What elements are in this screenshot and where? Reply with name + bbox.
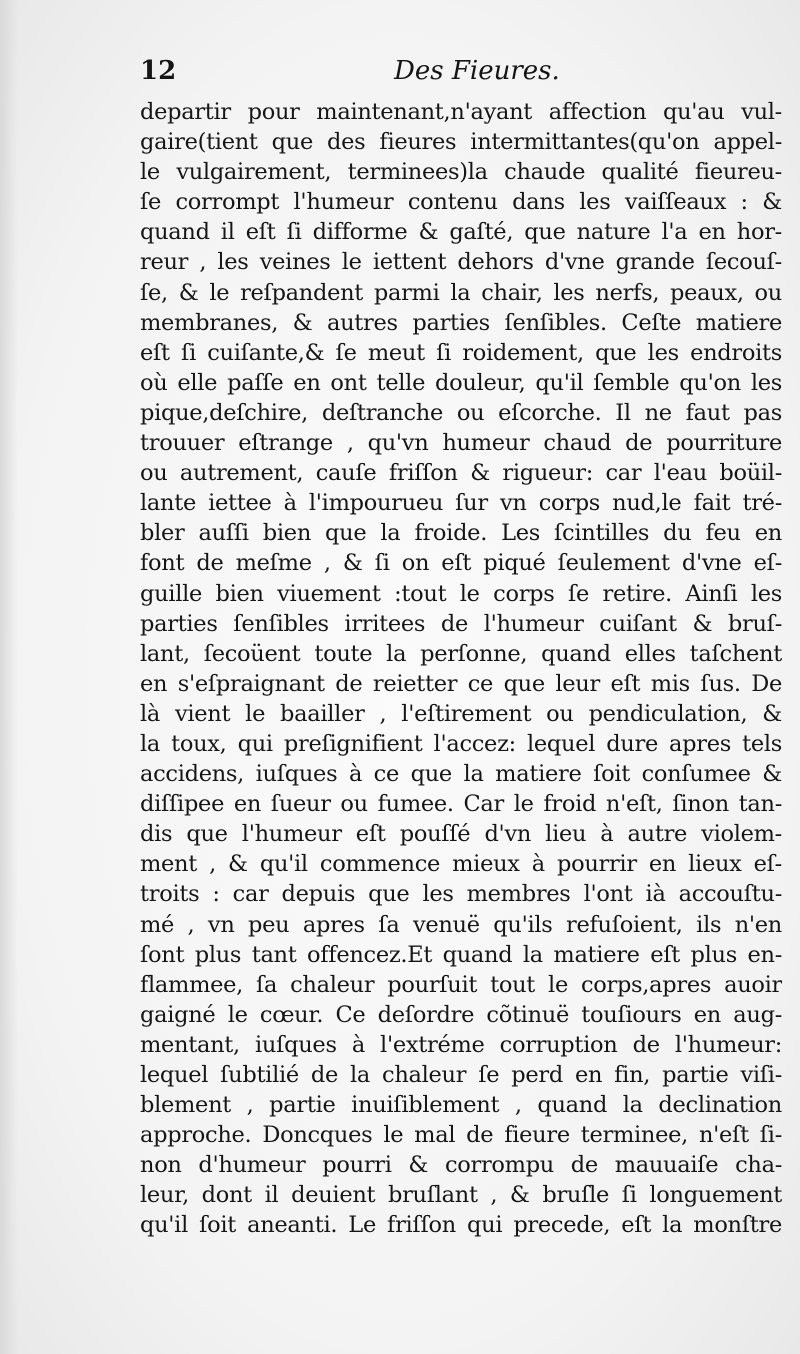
text-line: gaigné le cœur. Ce deſordre cõtinuë touſiours en aug- xyxy=(140,1001,782,1028)
text-line: la toux, qui preſignifient l'accez: lequel dure apres tels xyxy=(140,730,782,757)
page-number: 12 xyxy=(140,56,177,86)
text-line: membranes, & autres parties ſenſibles. Ceſte matiere xyxy=(140,309,782,336)
text-line: quand il eſt ſi difforme & gaſté, que nature l'a en hor- xyxy=(140,219,782,246)
text-line: en s'eſpraignant de reietter ce que leur eſt mis ſus. De xyxy=(140,670,782,697)
text-line: lant, ſecoüent toute la perſonne, quand elles taſchent xyxy=(140,640,782,667)
page-header xyxy=(140,52,780,92)
text-line: qu'il ſoit aneanti. Le friſſon qui precede, eſt la monſtre xyxy=(140,1212,782,1239)
text-line: parties ſenſibles irritees de l'humeur cuiſant & bruſ- xyxy=(140,610,782,637)
text-line: le vulgairement, terminees)la chaude qualité fieureu- xyxy=(140,159,782,186)
text-line: troits : car depuis que les membres l'ont ià accouſtu- xyxy=(140,881,782,908)
running-head: Des Fieures. xyxy=(394,56,560,86)
text-line: où elle paſſe en ont telle douleur, qu'il ſemble qu'on les xyxy=(140,369,782,396)
text-line: bler auſſi bien que la froide. Les ſcintilles du feu en xyxy=(140,520,782,547)
text-line: guille bien viuement :tout le corps ſe retire. Ainſi les xyxy=(140,580,782,607)
text-line: blement , partie inuiſiblement , quand la declination xyxy=(140,1092,782,1119)
text-line: approche. Doncques le mal de fieure terminee, n'eſt ſi- xyxy=(140,1122,782,1149)
text-line: dis que l'humeur eſt pouſſé d'vn lieu à autre violem- xyxy=(140,821,782,848)
text-line: ſe, & le reſpandent parmi la chair, les nerfs, peaux, ou xyxy=(140,279,782,306)
text-line: leur, dont il deuient bruſlant , & bruſle ſi longuement xyxy=(140,1182,782,1209)
text-line: lante iettee à l'impourueu ſur vn corps nud,le fait tré- xyxy=(140,490,782,517)
text-line: trouuer eſtrange , qu'vn humeur chaud de pourriture xyxy=(140,430,782,457)
gutter-shadow xyxy=(0,0,18,1354)
text-line: flammee, ſa chaleur pourſuit tout le corps,apres auoir xyxy=(140,971,782,998)
text-line: departir pour maintenant,n'ayant affection qu'au vul- xyxy=(140,99,782,125)
text-line: là vient le baailler , l'eſtirement ou pendiculation, & xyxy=(140,700,782,727)
text-line: ſont plus tant offencez.Et quand la matiere eſt plus en- xyxy=(140,941,782,968)
text-line: mentant, iuſques à l'extréme corruption de l'humeur: xyxy=(140,1031,782,1058)
text-line: accidens, iuſques à ce que la matiere ſoit conſumee & xyxy=(140,761,782,788)
body-text xyxy=(140,97,782,1241)
text-line: ment , & qu'il commence mieux à pourrir en lieux eſ- xyxy=(140,851,782,878)
text-line: gaire(tient que des fieures intermittantes(qu'on appel- xyxy=(140,129,782,156)
text-line: non d'humeur pourri & corrompu de mauuaiſe cha- xyxy=(140,1152,782,1179)
text-line: ſe corrompt l'humeur contenu dans les vaiſſeaux : & xyxy=(140,189,782,216)
text-line: mé , vn peu apres ſa venuë qu'ils refuſoient, ils n'en xyxy=(140,911,782,938)
text-line: reur , les veines le iettent dehors d'vne grande ſecouſ- xyxy=(140,249,782,276)
text-line: lequel ſubtilié de la chaleur ſe perd en fin, partie viſi- xyxy=(140,1062,782,1088)
text-line: pique,deſchire, deſtranche ou eſcorche. Il ne faut pas xyxy=(140,399,782,426)
text-line: diſſipee en ſueur ou fumee. Car le froid n'eſt, ſinon tan- xyxy=(140,791,782,818)
text-line: ou autrement, cauſe friſſon & rigueur: car l'eau boüil- xyxy=(140,460,782,487)
text-line: eſt ſi cuiſante,& ſe meut ſi roidement, que les endroits xyxy=(140,339,782,366)
text-line: font de meſme , & ſi on eſt piqué ſeulement d'vne eſ- xyxy=(140,550,782,577)
